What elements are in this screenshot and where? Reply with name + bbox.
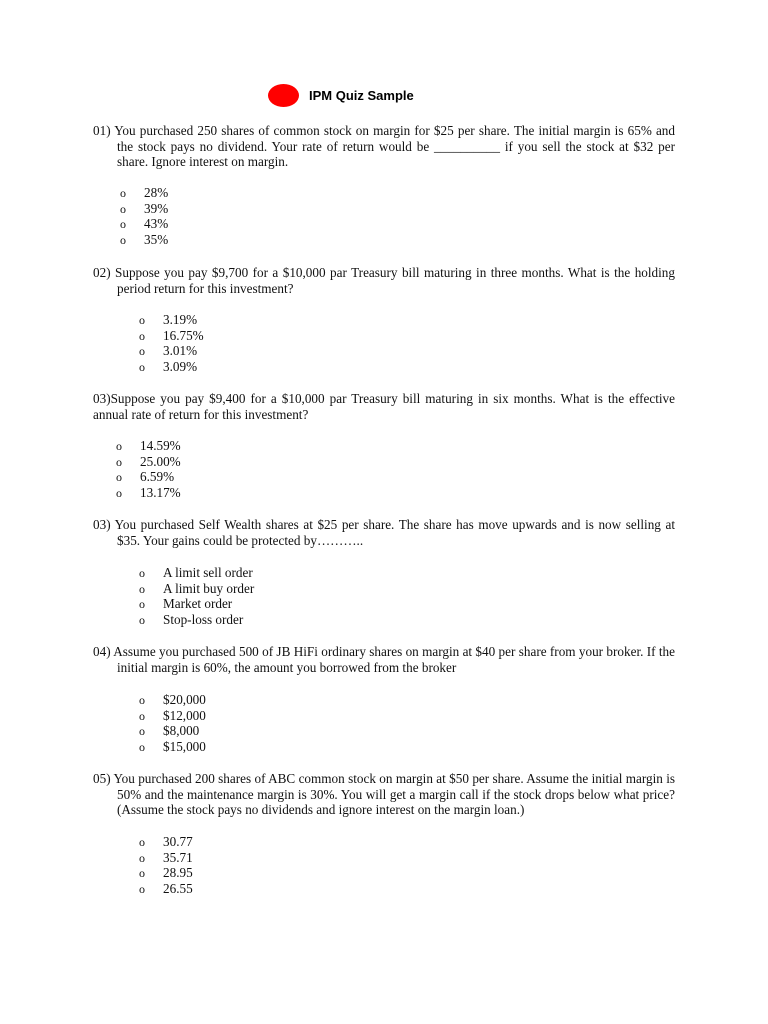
option-label: 6.59%	[140, 469, 175, 484]
option-item	[139, 881, 193, 897]
question-6	[93, 771, 675, 818]
option-item	[139, 328, 204, 344]
option-label: $8,000	[163, 723, 200, 738]
option-item	[139, 692, 206, 708]
bullet-icon: o	[139, 881, 145, 896]
red-dot-icon	[268, 84, 299, 107]
question-text: 01) You purchased 250 shares of common stock on margin for $25 per share. The initial margin is 65% and the stock pays no dividend. Your rate of return would be __________ if you sell the stock at $32 per share. Ignore interest on margin.	[93, 123, 675, 170]
bullet-icon: o	[139, 724, 145, 738]
option-item	[120, 185, 168, 201]
option-label: 13.17%	[140, 484, 181, 500]
option-item	[139, 581, 254, 597]
options-list-4	[139, 565, 254, 627]
options-list-1	[120, 185, 168, 247]
option-label: 28.95	[163, 865, 193, 880]
bullet-icon: o	[139, 866, 145, 880]
option-item	[139, 596, 254, 612]
option-label: 3.01%	[163, 343, 198, 358]
option-label: $20,000	[163, 692, 206, 707]
page-title: IPM Quiz Sample	[309, 88, 414, 103]
option-label: A limit buy order	[163, 580, 255, 596]
question-text: 05) You purchased 200 shares of ABC common stock on margin at $50 per share. Assume the initial margin is 50% and the maintenance margin is 30%. You will get a margin call if the stock drops below what price? (Assume the stock pays no dividends and ignore interest on the margin loan.)	[93, 771, 675, 818]
bullet-icon: o	[120, 232, 126, 247]
option-item	[139, 708, 206, 724]
options-list-2	[139, 312, 204, 374]
bullet-icon: o	[116, 454, 122, 469]
bullet-icon: o	[139, 835, 145, 849]
question-3	[93, 391, 675, 422]
bullet-icon: o	[139, 850, 145, 865]
option-label: $12,000	[163, 707, 206, 723]
option-label: A limit sell order	[163, 565, 253, 580]
question-text: 03) You purchased Self Wealth shares at $25 per share. The share has move upwards and is now selling at $35. Your gains could be protected by………..	[93, 517, 675, 548]
option-label: 39%	[144, 200, 169, 216]
bullet-icon: o	[139, 344, 145, 358]
options-list-6	[139, 834, 193, 896]
option-item	[116, 454, 181, 470]
question-1	[93, 123, 675, 170]
bullet-icon: o	[139, 359, 145, 374]
option-label: 28%	[144, 185, 169, 200]
bullet-icon: o	[120, 201, 126, 216]
option-label: 35.71	[163, 849, 193, 865]
option-item	[139, 359, 204, 375]
bullet-icon: o	[120, 186, 126, 200]
options-list-3	[116, 438, 181, 500]
bullet-icon: o	[120, 217, 126, 231]
bullet-icon: o	[139, 597, 145, 611]
option-item	[116, 485, 181, 501]
option-item	[120, 232, 168, 248]
option-label: 26.55	[163, 880, 193, 896]
bullet-icon: o	[139, 739, 145, 754]
option-item	[116, 438, 181, 454]
option-item	[139, 850, 193, 866]
option-item	[139, 865, 193, 881]
option-label: 35%	[144, 231, 169, 247]
question-text: 02) Suppose you pay $9,700 for a $10,000 par Treasury bill maturing in three months. What is the holding period return for this investment?	[93, 265, 675, 296]
bullet-icon: o	[139, 328, 145, 343]
bullet-icon: o	[116, 470, 122, 484]
question-text: 04) Assume you purchased 500 of JB HiFi ordinary shares on margin at $40 per share from your broker. If the initial margin is 60%, the amount you borrowed from the broker	[93, 644, 675, 675]
option-label: 14.59%	[140, 438, 181, 453]
option-item	[139, 312, 204, 328]
question-5	[93, 644, 675, 675]
option-item	[139, 343, 204, 359]
option-item	[120, 201, 168, 217]
option-label: 3.09%	[163, 358, 198, 374]
bullet-icon: o	[139, 708, 145, 723]
option-label: 43%	[144, 216, 169, 231]
bullet-icon: o	[139, 313, 145, 327]
option-label: 16.75%	[163, 327, 204, 343]
options-list-5	[139, 692, 206, 754]
option-label: Stop-loss order	[163, 611, 244, 627]
option-item	[120, 216, 168, 232]
option-label: Market order	[163, 596, 233, 611]
option-item	[139, 723, 206, 739]
question-4	[93, 517, 675, 548]
option-item	[139, 739, 206, 755]
bullet-icon: o	[139, 566, 145, 580]
option-item	[139, 834, 193, 850]
option-item	[139, 612, 254, 628]
option-label: $15,000	[163, 738, 206, 754]
bullet-icon: o	[116, 485, 122, 500]
option-item	[139, 565, 254, 581]
question-text: 03)Suppose you pay $9,400 for a $10,000 par Treasury bill maturing in six months. What is the effective annual rate of return for this investment?	[93, 391, 675, 422]
bullet-icon: o	[139, 581, 145, 596]
option-label: 25.00%	[140, 453, 181, 469]
question-2	[93, 265, 675, 296]
bullet-icon: o	[116, 439, 122, 453]
bullet-icon: o	[139, 693, 145, 707]
option-label: 3.19%	[163, 312, 198, 327]
option-label: 30.77	[163, 834, 193, 849]
bullet-icon: o	[139, 612, 145, 627]
option-item	[116, 469, 181, 485]
page-header	[268, 84, 414, 107]
